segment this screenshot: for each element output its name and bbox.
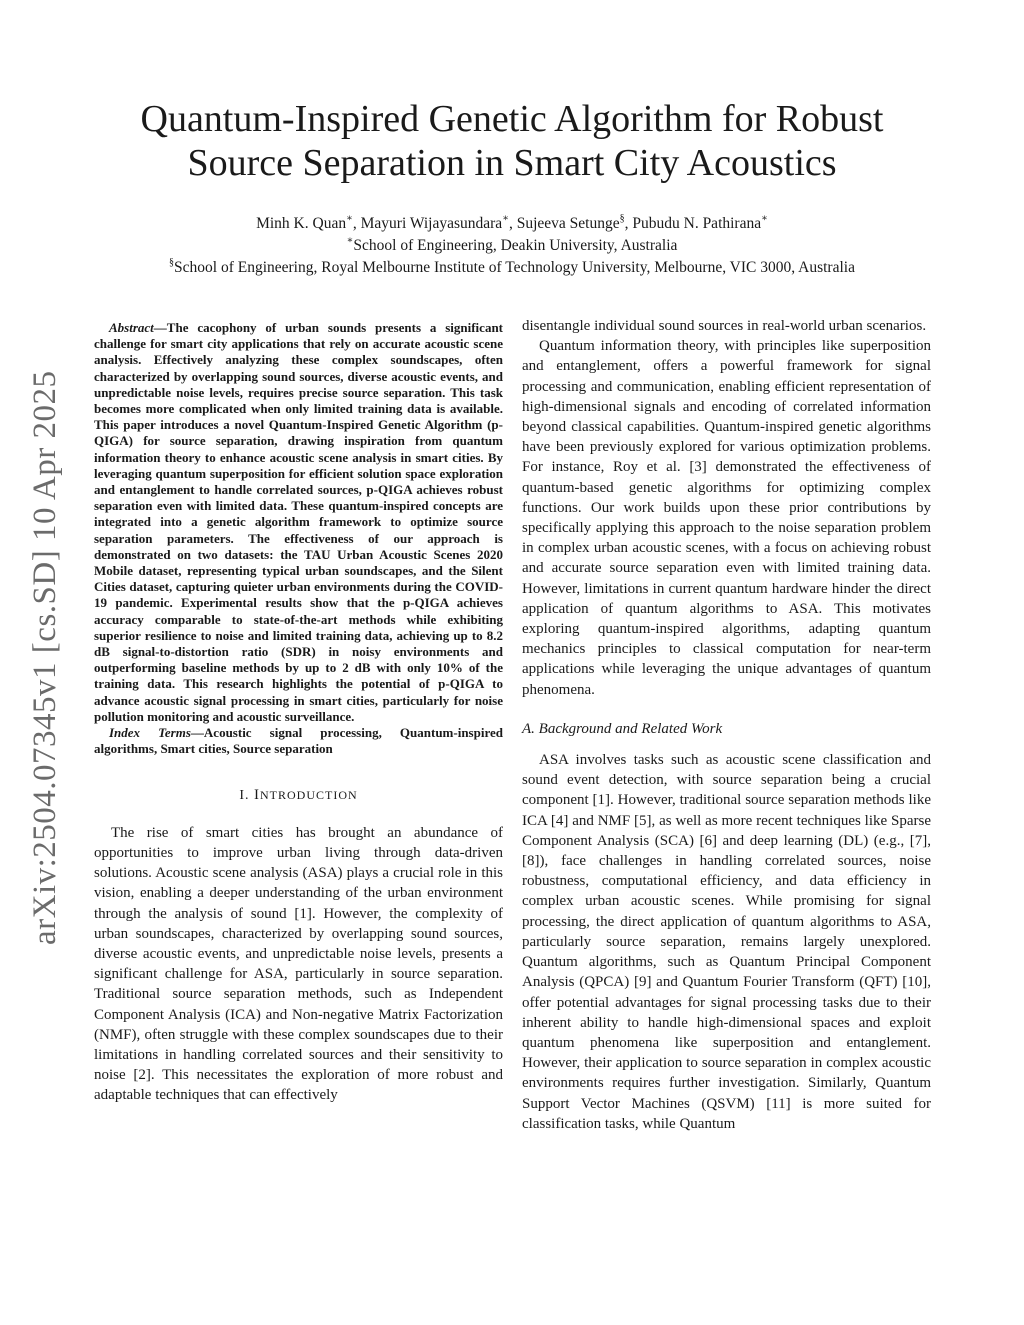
- paper-title: [80, 97, 944, 185]
- author-list: Minh K. Quan∗, Mayuri Wijayasundara∗, Sujeeva Setunge§, Pubudu N. Pathirana∗: [256, 212, 768, 232]
- author-block: [80, 213, 944, 279]
- author-name: Pubudu N. Pathirana: [632, 215, 762, 232]
- affiliation-mark: ∗: [346, 234, 354, 246]
- intro-paragraph: The rise of smart cities has brought an abundance of opportunities to improve urban living through data-driven solutions. Acoustic scene analysis (ASA) plays a crucial role in this vision, enabling a deeper understanding of the urban environment through the analysis of sound [1]. However, the complexity of urban soundscapes, characterized by overlapping sound sources, diverse acoustic events, and unpredictable noise levels, presents a significant challenge for ASA, particularly in source separation. Traditional source separation methods, such as Independent Component Analysis (ICA) and Non-negative Matrix Factorization (NMF), often struggle with these complex soundscapes due to their limitations in handling correlated sources and their sensitivity to noise [2]. This necessitates the exploration of more robust and adaptable techniques that can effectively: [94, 824, 503, 1104]
- background-paragraph: ASA involves tasks such as acoustic scene classification and sound event detection, with source separation being a crucial component [1]. However, traditional source separation methods like ICA [4] and NMF [5], as well as more recent techniques like Sparse Component Analysis (SCA) [6] and deep learning (DL) (e.g., [7], [8]), face challenges in handling correlated sources, noise robustness, computational efficiency, and data efficiency in complex urban acoustic scenes. While promising for signal processing, the direct application of quantum algorithms to ASA, particularly source separation, remains largely unexplored. Quantum algorithms, such as Quantum Principal Component Analysis (QPCA) [9] and Quantum Fourier Transform (QFT) [10], offer potential advantages for signal processing tasks due to their inherent ability to handle high-dimensional spaces and exploit quantum phenomena like superposition and entanglement. However, their application to source separation in complex acoustic environments requires further investigation. Similarly, Quantum Support Vector Machines (QSVM) [11] is more suited for classification tasks, while Quantum: [522, 752, 931, 1132]
- affiliation-2: §School of Engineering, Royal Melbourne Institute of Technology University, Melbourne, VIC 3000, Australia: [169, 256, 855, 276]
- section-heading-introduction: I. INTRODUCTION: [239, 787, 358, 804]
- index-terms-text: —Acoustic signal processing, Quantum-inspired algorithms, Smart cities, Source separation: [94, 725, 503, 757]
- subsection-heading-background: A. Background and Related Work: [522, 720, 723, 737]
- affiliation-1: ∗School of Engineering, Deakin University, Australia: [346, 234, 678, 254]
- quantum-paragraph: Quantum information theory, with principles like superposition and entanglement, offers a powerful framework for signal processing and communication, enabling efficient representation of high-dimensional signals and encoding of correlated information beyond classical capabilities. Quantum-inspired genetic algorithms have been previously explored for various optimization problems. For instance, Roy et al. [3] demonstrated the effectiveness of quantum-based genetic algorithms for optimizing complex functions. Our work builds upon these prior contributions by specifically applying this approach to the noise separation problem in complex urban acoustic scenes, with a focus on achieving robust and accurate source separation even with limited training data. However, limitations in current quantum hardware hinder the direct application of quantum algorithms to ASA. This motivates exploring quantum-inspired algorithms, adapting quantum mechanics principles to classical computation for near-term applications while leveraging the unique advantages of quantum phenomena.: [522, 338, 931, 698]
- author-name: Minh K. Quan: [256, 215, 347, 232]
- affiliation-mark: ∗: [346, 212, 353, 224]
- title-line-1: Quantum-Inspired Genetic Algorithm for Robust: [140, 98, 884, 140]
- left-column: [94, 320, 503, 1106]
- affiliation-mark: ∗: [761, 212, 768, 224]
- right-column: [522, 316, 931, 1134]
- continued-paragraph: disentangle individual sound sources in real-world urban scenarios.: [522, 318, 927, 334]
- title-line-2: Source Separation in Smart City Acoustics: [187, 142, 837, 184]
- author-name: Sujeeva Setunge: [516, 215, 620, 232]
- affiliation-mark: §: [169, 256, 175, 268]
- affiliation-mark: §: [619, 212, 625, 224]
- affiliation-mark: ∗: [502, 212, 509, 224]
- author-name: Mayuri Wijayasundara: [360, 215, 503, 232]
- abstract-text: —The cacophony of urban sounds presents a significant challenge for smart city applications that rely on accurate acoustic scene analysis. Effectively analyzing these complex soundscapes, often characterized by overlapping sound sources, diverse acoustic events, and unpredictable noise levels, requires precise source separation. This task becomes more complicated when only limited training data is available. This paper introduces a novel Quantum-Inspired Genetic Algorithm (p-QIGA) for source separation, drawing inspiration from quantum information theory to enhance acoustic scene analysis in smart cities. By leveraging quantum superposition for efficient solution space exploration and entanglement to handle correlated sources, p-QIGA achieves robust separation even with limited data. These quantum-inspired concepts are integrated into a genetic algorithm framework to optimize source separation parameters. The effectiveness of our approach is demonstrated on two datasets: the TAU Urban Acoustic Scenes 2020 Mobile dataset, representing typical urban soundscapes, and the Silent Cities dataset, capturing quieter urban environments during the COVID-19 pandemic. Experimental results show that the p-QIGA achieves accuracy comparable to state-of-the-art methods while exhibiting superior resilience to noise and limited training data, achieving up to 8.2 dB signal-to-distortion ratio (SDR) in noisy environments and outperforming baseline methods by up to 2 dB with only 10% of the training data. This research highlights the potential of p-QIGA to advance acoustic signal processing in smart cities, particularly for noise pollution monitoring and acoustic surveillance.: [94, 320, 503, 724]
- arxiv-identifier: arXiv:2504.07345v1 [cs.SD] 10 Apr 2025: [27, 370, 63, 945]
- index-terms-label: Index Terms: [109, 725, 191, 741]
- abstract-label: Abstract: [109, 320, 154, 335]
- abstract: [94, 320, 503, 757]
